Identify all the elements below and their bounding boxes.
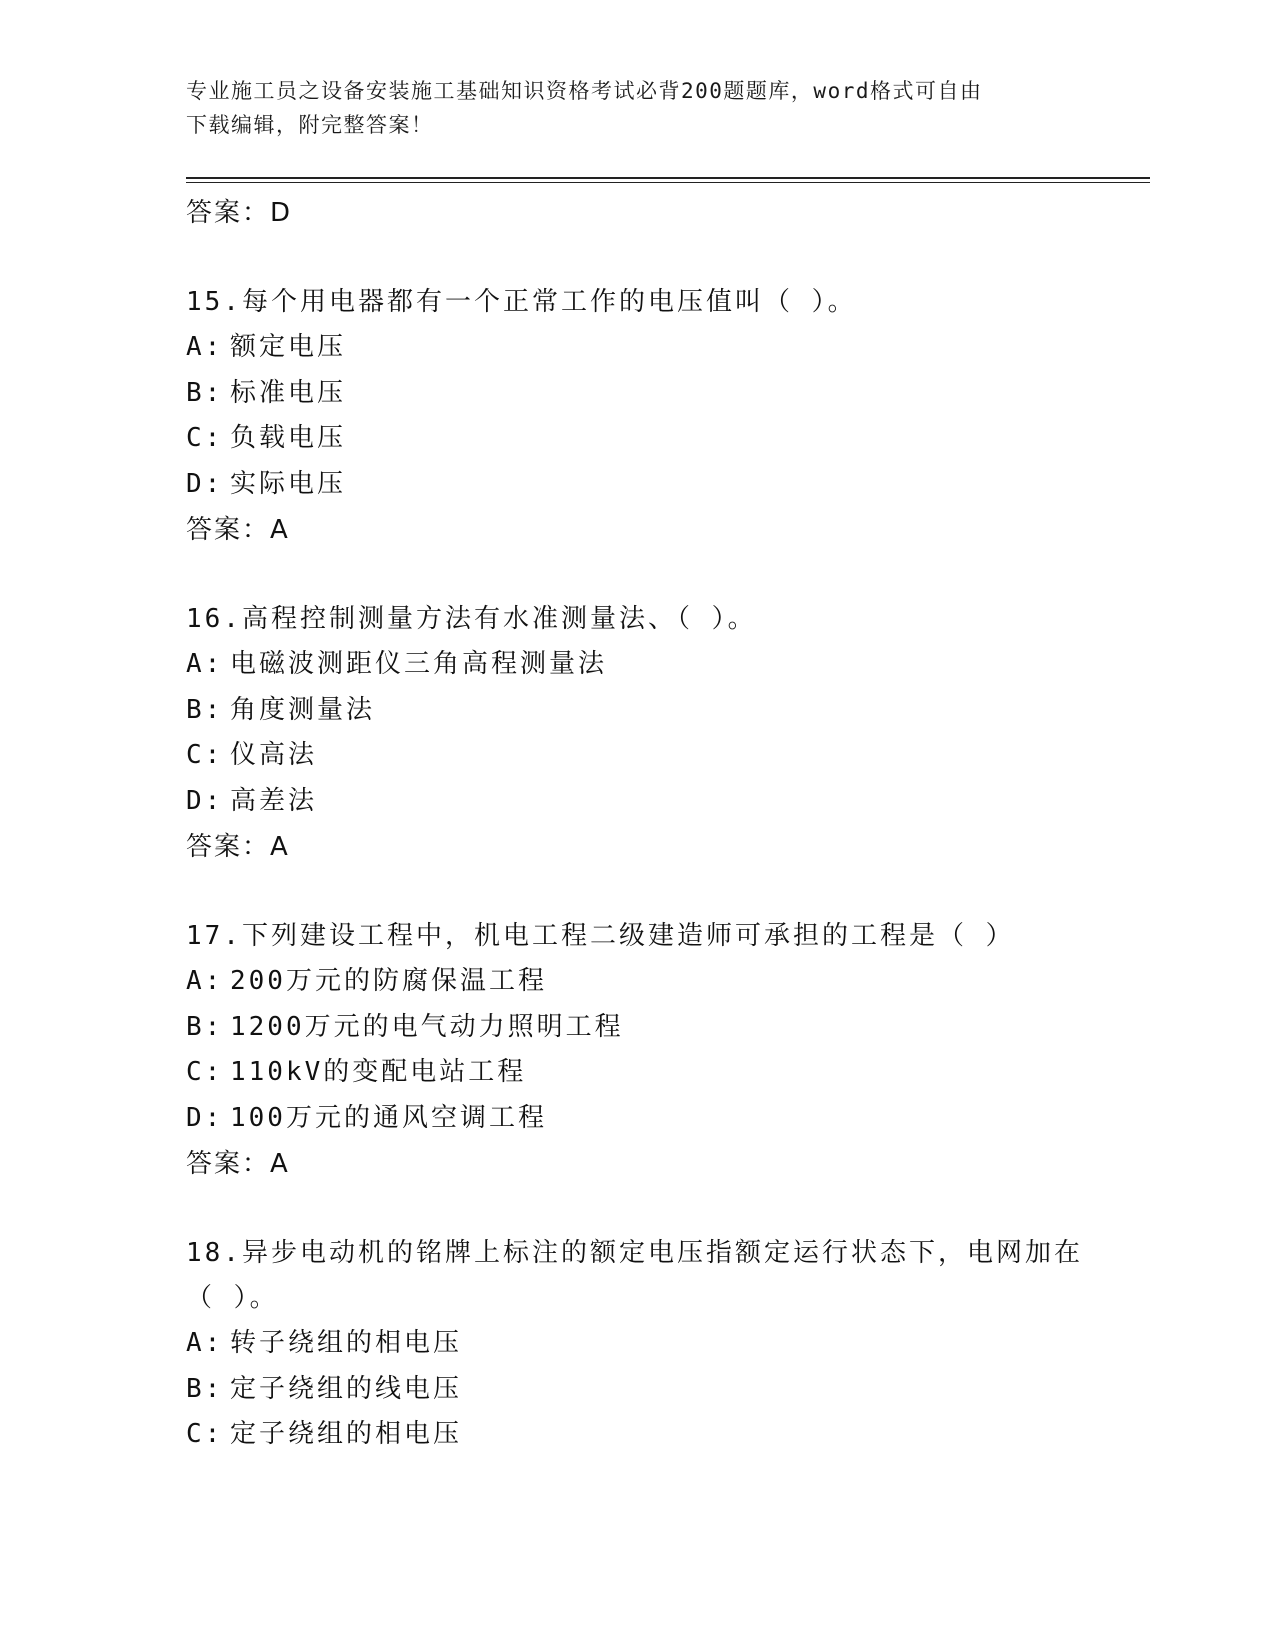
question-block-18 <box>186 1231 1116 1458</box>
option-letter: B: <box>186 377 224 408</box>
option-letter: D: <box>186 1102 224 1133</box>
option-letter: A: <box>186 649 224 679</box>
option-text: 200万元的防腐保温工程 <box>230 966 547 996</box>
option-c <box>186 733 1116 779</box>
question-text: 17.下列建设工程中，机电工程二级建造师可承担的工程是（ ） <box>186 921 1015 951</box>
option-letter: B: <box>186 1373 224 1404</box>
option-text: 定子绕组的线电压 <box>230 1373 463 1404</box>
option-text: 标准电压 <box>230 377 347 408</box>
question-block-15 <box>186 280 1116 553</box>
option-text: 1200万元的电气动力照明工程 <box>230 1011 624 1042</box>
previous-answer: 答案：D <box>186 198 293 228</box>
question-text: 15.每个用电器都有一个正常工作的电压值叫（ ）。 <box>186 287 857 317</box>
document-header <box>186 74 1086 142</box>
option-text: 100万元的通风空调工程 <box>230 1102 547 1133</box>
option-text: 仪高法 <box>230 740 318 770</box>
option-letter: C: <box>186 740 224 770</box>
option-d <box>186 1096 1116 1142</box>
option-c <box>186 416 1116 462</box>
option-letter: C: <box>186 423 224 453</box>
option-text: 高差法 <box>230 785 318 816</box>
option-text: 负载电压 <box>230 423 347 453</box>
option-text: 额定电压 <box>230 332 347 362</box>
option-letter: D: <box>186 785 224 816</box>
option-text: 定子绕组的相电压 <box>230 1419 463 1449</box>
answer-text: 答案：A <box>186 1149 290 1179</box>
option-text: 转子绕组的相电压 <box>230 1328 463 1358</box>
header-divider-thin <box>186 182 1150 183</box>
option-text: 110kV的变配电站工程 <box>230 1057 527 1087</box>
option-b <box>186 1367 1116 1413</box>
option-c <box>186 1050 1116 1096</box>
option-text: 电磁波测距仪三角高程测量法 <box>230 649 608 679</box>
option-text: 角度测量法 <box>230 694 376 725</box>
spacer <box>186 1187 1116 1231</box>
option-c <box>186 1412 1116 1458</box>
spacer <box>186 870 1116 914</box>
header-line-1: 专业施工员之设备安装施工基础知识资格考试必背200题题库，word格式可自由 <box>186 79 983 103</box>
option-d <box>186 462 1116 508</box>
answer-text: 答案：A <box>186 515 290 545</box>
option-b <box>186 371 1116 417</box>
header-divider-thick <box>186 177 1150 179</box>
option-letter: A: <box>186 1328 224 1358</box>
question-list <box>186 190 1116 1458</box>
option-d <box>186 779 1116 825</box>
question-text-line-1: 18.异步电动机的铭牌上标注的额定电压指额定运行状态下，电网加在 <box>186 1238 1083 1268</box>
spacer <box>186 553 1116 597</box>
option-b <box>186 1005 1116 1051</box>
question-block-17 <box>186 914 1116 1187</box>
option-letter: C: <box>186 1419 224 1449</box>
option-a <box>186 959 1116 1005</box>
option-letter: A: <box>186 966 224 996</box>
option-letter: B: <box>186 694 224 725</box>
option-letter: A: <box>186 332 224 362</box>
option-a <box>186 325 1116 371</box>
option-a <box>186 1321 1116 1367</box>
option-letter: C: <box>186 1057 224 1087</box>
question-text-line-2: （ ）。 <box>186 1283 279 1313</box>
spacer <box>186 236 1116 280</box>
question-text: 16.高程控制测量方法有水准测量法、（ ）。 <box>186 604 757 634</box>
option-letter: D: <box>186 468 224 499</box>
question-block-16 <box>186 597 1116 870</box>
option-text: 实际电压 <box>230 468 347 499</box>
option-letter: B: <box>186 1011 224 1042</box>
header-line-2: 下载编辑，附完整答案！ <box>186 113 434 137</box>
option-a <box>186 642 1116 688</box>
option-b <box>186 688 1116 734</box>
answer-text: 答案：A <box>186 832 290 862</box>
